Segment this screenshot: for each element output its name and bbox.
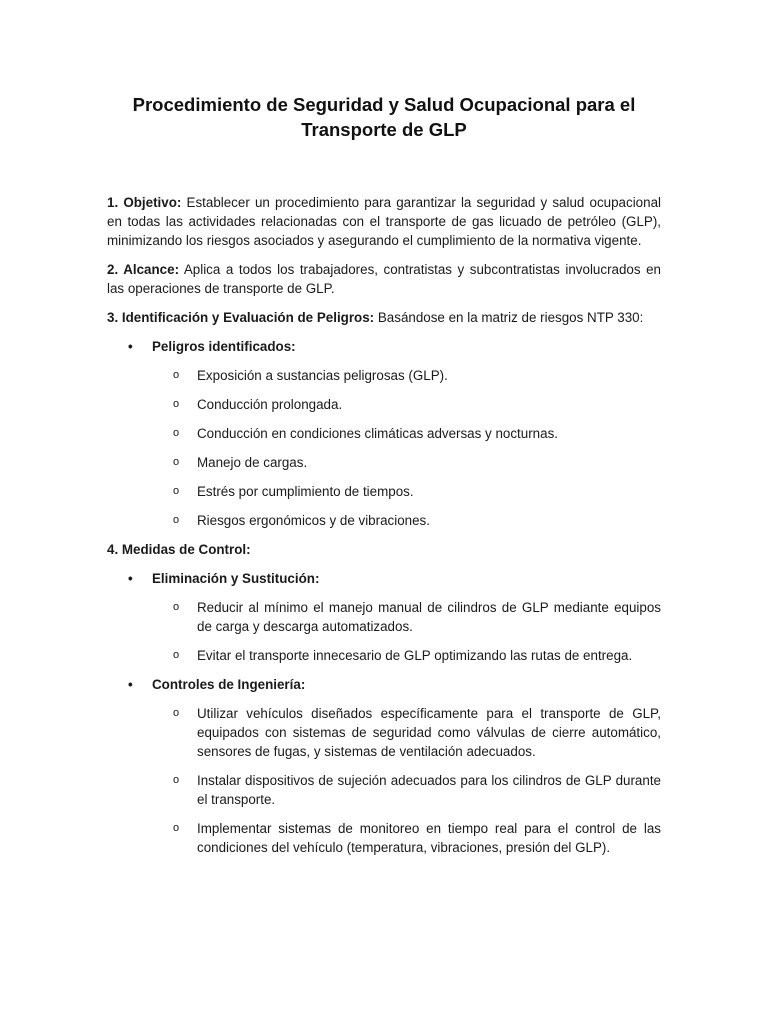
section-identificacion-text: Basándose en la matriz de riesgos NTP 330: [374, 310, 644, 325]
section-objetivo [107, 193, 661, 250]
section-alcance-label: 2. Alcance: [107, 262, 180, 277]
list-item-text: Riesgos ergonómicos y de vibraciones. [197, 513, 430, 528]
list-item-text: Implementar sistemas de monitoreo en tiempo real para el control de las condiciones del vehículo (temperatura, vibraciones, presión del GLP). [197, 821, 661, 855]
circle-bullet-icon: o [173, 456, 180, 468]
list-item [107, 424, 661, 443]
list-item-text: Conducción en condiciones climáticas adversas y nocturnas. [197, 426, 558, 441]
circle-bullet-icon: o [173, 369, 180, 381]
bullet-ingenieria-label: Controles de Ingeniería: [152, 677, 306, 692]
circle-bullet-icon: o [173, 485, 180, 497]
document-body [107, 193, 661, 867]
circle-bullet-icon: o [173, 398, 180, 410]
circle-bullet-icon: o [173, 427, 180, 439]
section-medidas-label: 4. Medidas de Control: [107, 542, 251, 557]
circle-bullet-icon: o [173, 601, 180, 613]
list-item [107, 511, 661, 530]
document-title [107, 92, 661, 142]
circle-bullet-icon: o [173, 514, 180, 526]
list-item [107, 598, 661, 636]
list-item-text: Utilizar vehículos diseñados específicamente para el transporte de GLP, equipados con sistemas de seguridad como válvulas de cierre automático, sensores de fugas, y sistemas de ventilación adecuados. [197, 706, 661, 759]
circle-bullet-icon: o [173, 822, 180, 834]
title-line-2: Transporte de GLP [301, 119, 467, 140]
list-item-text: Conducción prolongada. [197, 397, 343, 412]
list-item-text: Instalar dispositivos de sujeción adecuados para los cilindros de GLP durante el transporte. [197, 773, 661, 807]
list-item-text: Estrés por cumplimiento de tiempos. [197, 484, 414, 499]
circle-bullet-icon: o [173, 707, 180, 719]
bullet-peligros [107, 337, 661, 356]
list-item [107, 771, 661, 809]
section-objetivo-text: Establecer un procedimiento para garantizar la seguridad y salud ocupacional en todas las actividades relacionadas con el transporte de gas licuado de petróleo (GLP), minimizando los riesgos asociados y asegurando el cumplimiento de la normativa vigente. [107, 195, 661, 248]
list-item [107, 482, 661, 501]
bullet-ingenieria [107, 675, 661, 694]
section-identificacion-label: 3. Identificación y Evaluación de Peligros: [107, 310, 375, 325]
list-item-text: Manejo de cargas. [197, 455, 308, 470]
bullet-peligros-label: Peligros identificados: [152, 339, 296, 354]
list-item [107, 819, 661, 857]
bullet-icon: • [128, 571, 133, 586]
list-item-text: Evitar el transporte innecesario de GLP optimizando las rutas de entrega. [197, 648, 633, 663]
list-item [107, 366, 661, 385]
bullet-icon: • [128, 339, 133, 354]
list-item-text: Reducir al mínimo el manejo manual de cilindros de GLP mediante equipos de carga y descarga automatizados. [197, 600, 661, 634]
circle-bullet-icon: o [173, 649, 180, 661]
title-line-1: Procedimiento de Seguridad y Salud Ocupacional para el [132, 94, 636, 115]
list-item [107, 704, 661, 761]
list-item [107, 395, 661, 414]
circle-bullet-icon: o [173, 774, 180, 786]
bullet-eliminacion-label: Eliminación y Sustitución: [152, 571, 320, 586]
list-item-text: Exposición a sustancias peligrosas (GLP). [197, 368, 448, 383]
section-objetivo-label: 1. Objetivo: [107, 195, 182, 210]
section-identificacion [107, 308, 661, 327]
bullet-icon: • [128, 677, 133, 692]
section-alcance-text: Aplica a todos los trabajadores, contratistas y subcontratistas involucrados en las operaciones de transporte de GLP. [107, 262, 662, 296]
list-item [107, 453, 661, 472]
bullet-eliminacion [107, 569, 661, 588]
section-alcance [107, 260, 661, 298]
list-item [107, 646, 661, 665]
